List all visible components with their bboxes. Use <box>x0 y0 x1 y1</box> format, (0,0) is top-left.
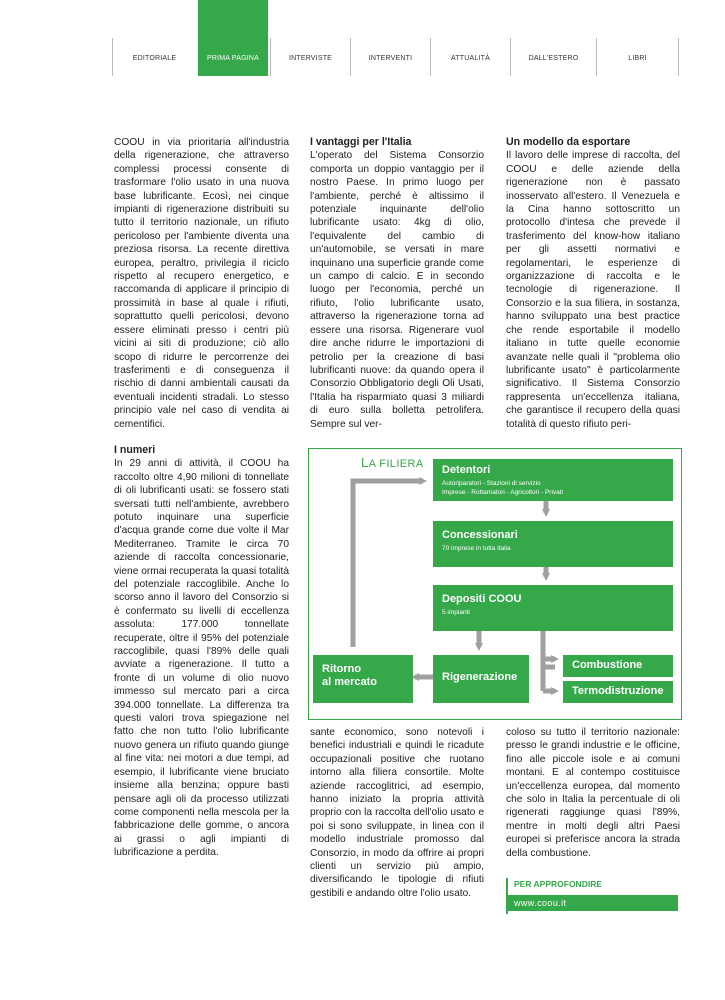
arrow-ritorno-detentori <box>353 481 423 647</box>
article-column-3 <box>506 136 680 431</box>
nav-tab-interviste[interactable] <box>270 38 350 76</box>
nav-tab-attualita[interactable] <box>430 38 510 76</box>
node-title: Depositi COOU <box>442 593 522 605</box>
nav-tab-label: INTERVENTI <box>368 55 413 62</box>
nav-tab-libri[interactable] <box>596 38 679 76</box>
node-termodistruzione <box>563 681 673 703</box>
top-navigation <box>112 0 679 76</box>
intro-paragraph: COOU in via prioritaria all'industria della rigenerazione, che attraverso complessi processi consente di trasformare l'olio usato in una nuova base lubrificante. Ecosì, nei cinque impianti di rigenerazione distribuiti su tutto il territorio nazionale, un rifiuto pericoloso per l'ambiente diventa una preziosa risorsa. La recente direttiva europea, peraltro, privilegia il riciclo rispetto al recupero energetico, e raccomanda di applicare il principio di prossimità in base al quale i rifiuti, soprattutto quelli pericolosi, devono essere eliminati presso i centri più vicini ai siti di produzione; ciò allo scopo di ridurre le percorrenze dei trasferimenti e di conseguenza il rischio di danni ambientali causati da eventuali incidenti stradali. Lo stesso principio vale nel caso di vendita ai cementifici. <box>114 137 289 430</box>
nav-tab-label: EDITORIALE <box>132 55 177 62</box>
nav-tab-label: LIBRI <box>628 55 647 62</box>
node-concessionari <box>433 521 673 567</box>
node-title: Concessionari <box>442 529 518 541</box>
node-title: Detentori <box>442 464 491 476</box>
further-reading-box <box>506 878 678 914</box>
node-combustione <box>563 655 673 677</box>
diagram-title-initial: L <box>361 455 369 470</box>
nav-tab-label: PRIMA PAGINA <box>206 55 260 62</box>
modello-paragraph: Il lavoro delle imprese di raccolta, del COOU e delle aziende della rigenerazione non è passato inosservato all'estero. Il Venezuela e la Cina hanno sottoscritto un protocollo d'intesa che prevede il trasferimento del know-how italiano per gli assetti normativi e regolamentari, le esperienze di organizzazione di raccolta e le tecnologie di rigenerazione. Il Consorzio e la sua filiera, in sostanza, hanno sviluppato una best practice che rende esportabile il modello italiano in tutte quelle economie avanzate nelle quali il "problema olio lubrificante usato" è particolarmente significativo. Il Sistema Consorzio rappresenta un'eccellenza italiana, che garantisce il recupero della quasi totalità di questo rifiuto peri- <box>506 150 680 430</box>
section-heading-vantaggi: I vantaggi per l'Italia <box>310 136 412 148</box>
article-column-3-continued <box>506 726 680 860</box>
modello-continuation: coloso su tutto il territorio nazionale: presso le grandi industrie e le officine, fino alle piccole isole e ai comuni montani. E al contempo costituisce un'eccellenza europea, dal momento che solo in Italia la percentuale di oli rigenerati raggiunge quasi l'89%, mentre in molti degli altri Paesi europei si preferisce ancora la strada della combustione. <box>506 727 680 859</box>
node-ritorno-al-mercato <box>313 655 413 703</box>
nav-tab-prima-pagina[interactable] <box>198 0 268 76</box>
section-heading-numeri: I numeri <box>114 443 156 456</box>
further-reading-title: PER APPROFONDIRE <box>514 879 603 889</box>
website-link[interactable]: www.coou.it <box>508 895 678 911</box>
filiera-diagram <box>308 448 682 720</box>
node-depositi-coou <box>433 585 673 631</box>
diagram-title <box>361 455 424 470</box>
nav-tab-label: DALL'ESTERO <box>528 55 579 62</box>
node-title: al mercato <box>322 676 378 688</box>
node-subtitle: 70 imprese in tutta italia <box>442 545 511 552</box>
node-detentori <box>433 459 673 501</box>
vantaggi-continuation: sante economico, sono notevoli i benefici industriali e quindi le ricadute occupazionali positive che ruotano intorno alla filiera consortile. Molte aziende raccoglitrici, ad esempio, hanno iniziato la propria attività proprio con la raccolta dell'olio usato e poi si sono sviluppate, in linea con il modello industriale promosso dal Consorzio, in modo da offrire ai propri clienti un servizio più ampio, diversificando le tipologie di rifiuti gestibili e andando oltre l'olio usato. <box>310 727 484 899</box>
node-subtitle: 5 impianti <box>442 609 470 616</box>
node-title: Termodistruzione <box>572 685 664 697</box>
node-title: Rigenerazione <box>442 671 518 683</box>
nav-tab-editoriale[interactable] <box>112 38 196 76</box>
node-rigenerazione <box>433 655 529 703</box>
article-column-1 <box>114 136 289 860</box>
section-heading-modello: Un modello da esportare <box>506 136 631 148</box>
node-subtitle: Imprese - Rottamatori - Agricoltori - Privati <box>442 489 564 496</box>
numeri-paragraph: In 29 anni di attività, il COOU ha raccolto oltre 4,90 milioni di tonnellate di oli lubrificanti usati: se fossero stati sversati tutti nell'ambiente, avrebbero potuto inquinare una superficie d'acqua grande come due volte il Mar Mediterraneo. Tramite le circa 70 aziende di raccolta concessionarie, viene ormai recuperata la quasi totalità del potenziale raccoglibile. Anche lo scorso anno il lavoro del Consorzio si è confermato su livelli di eccellenza assoluta: 177.000 tonnellate recuperate, oltre il 95% del potenziale raccoglibile, quasi l'89% delle quali avviate a rigenerazione. Il tutto a fronte di un volume di olio nuovo immesso sul mercato pari a circa 394.000 tonnellate. La differenza tra questi valori trova spiegazione nel fatto che non tutto l'olio lubrificante nuovo genera un rifiuto quando giunge al fine vita: nei motori a due tempi, ad esempio, il lubrificante viene bruciato insieme alla benzina; oppure basti pensare agli oli da processo utilizzati come componenti nella mescola per la fabbricazione delle gomme, o ancora ai grassi o agli impianti di lubrificazione a perdita. <box>114 458 289 859</box>
article-column-2 <box>310 136 484 431</box>
nav-tab-label: INTERVISTE <box>288 55 333 62</box>
nav-tab-label: ATTUALITÀ <box>450 55 490 62</box>
node-title: Combustione <box>572 659 643 671</box>
vantaggi-paragraph: L'operato del Sistema Consorzio comporta un doppio vantaggio per il nostro Paese. In primo luogo per l'ambiente, perché è altissimo il potenziale inquinante dell'olio lubrificante usato: 4kg di olio, l'equivalente del cambio di un'automobile, se versati in mare inquinano una superficie grande come un campo di calcio. E in secondo luogo per l'economia, perché un rifiuto, l'olio lubrificante usato, attraverso la rigenerazione torna ad essere una risorsa. Rigenerare vuol dire anche ridurre le importazioni di petrolio per la creazione di basi lubrificanti nuove: da quando opera il Consorzio Obbligatorio degli Oli Usati, l'Italia ha risparmiato quasi 3 miliardi di euro sulla bolletta petrolifera. Sempre sul ver- <box>310 150 484 430</box>
article-column-2-continued <box>310 726 484 900</box>
node-subtitle: Autoriparatori - Stazioni di servizio <box>442 480 541 487</box>
diagram-title-rest: A FILIERA <box>368 458 424 470</box>
node-title: Ritorno <box>322 663 362 675</box>
nav-tab-interventi[interactable] <box>350 38 430 76</box>
nav-tab-dall-estero[interactable] <box>510 38 596 76</box>
